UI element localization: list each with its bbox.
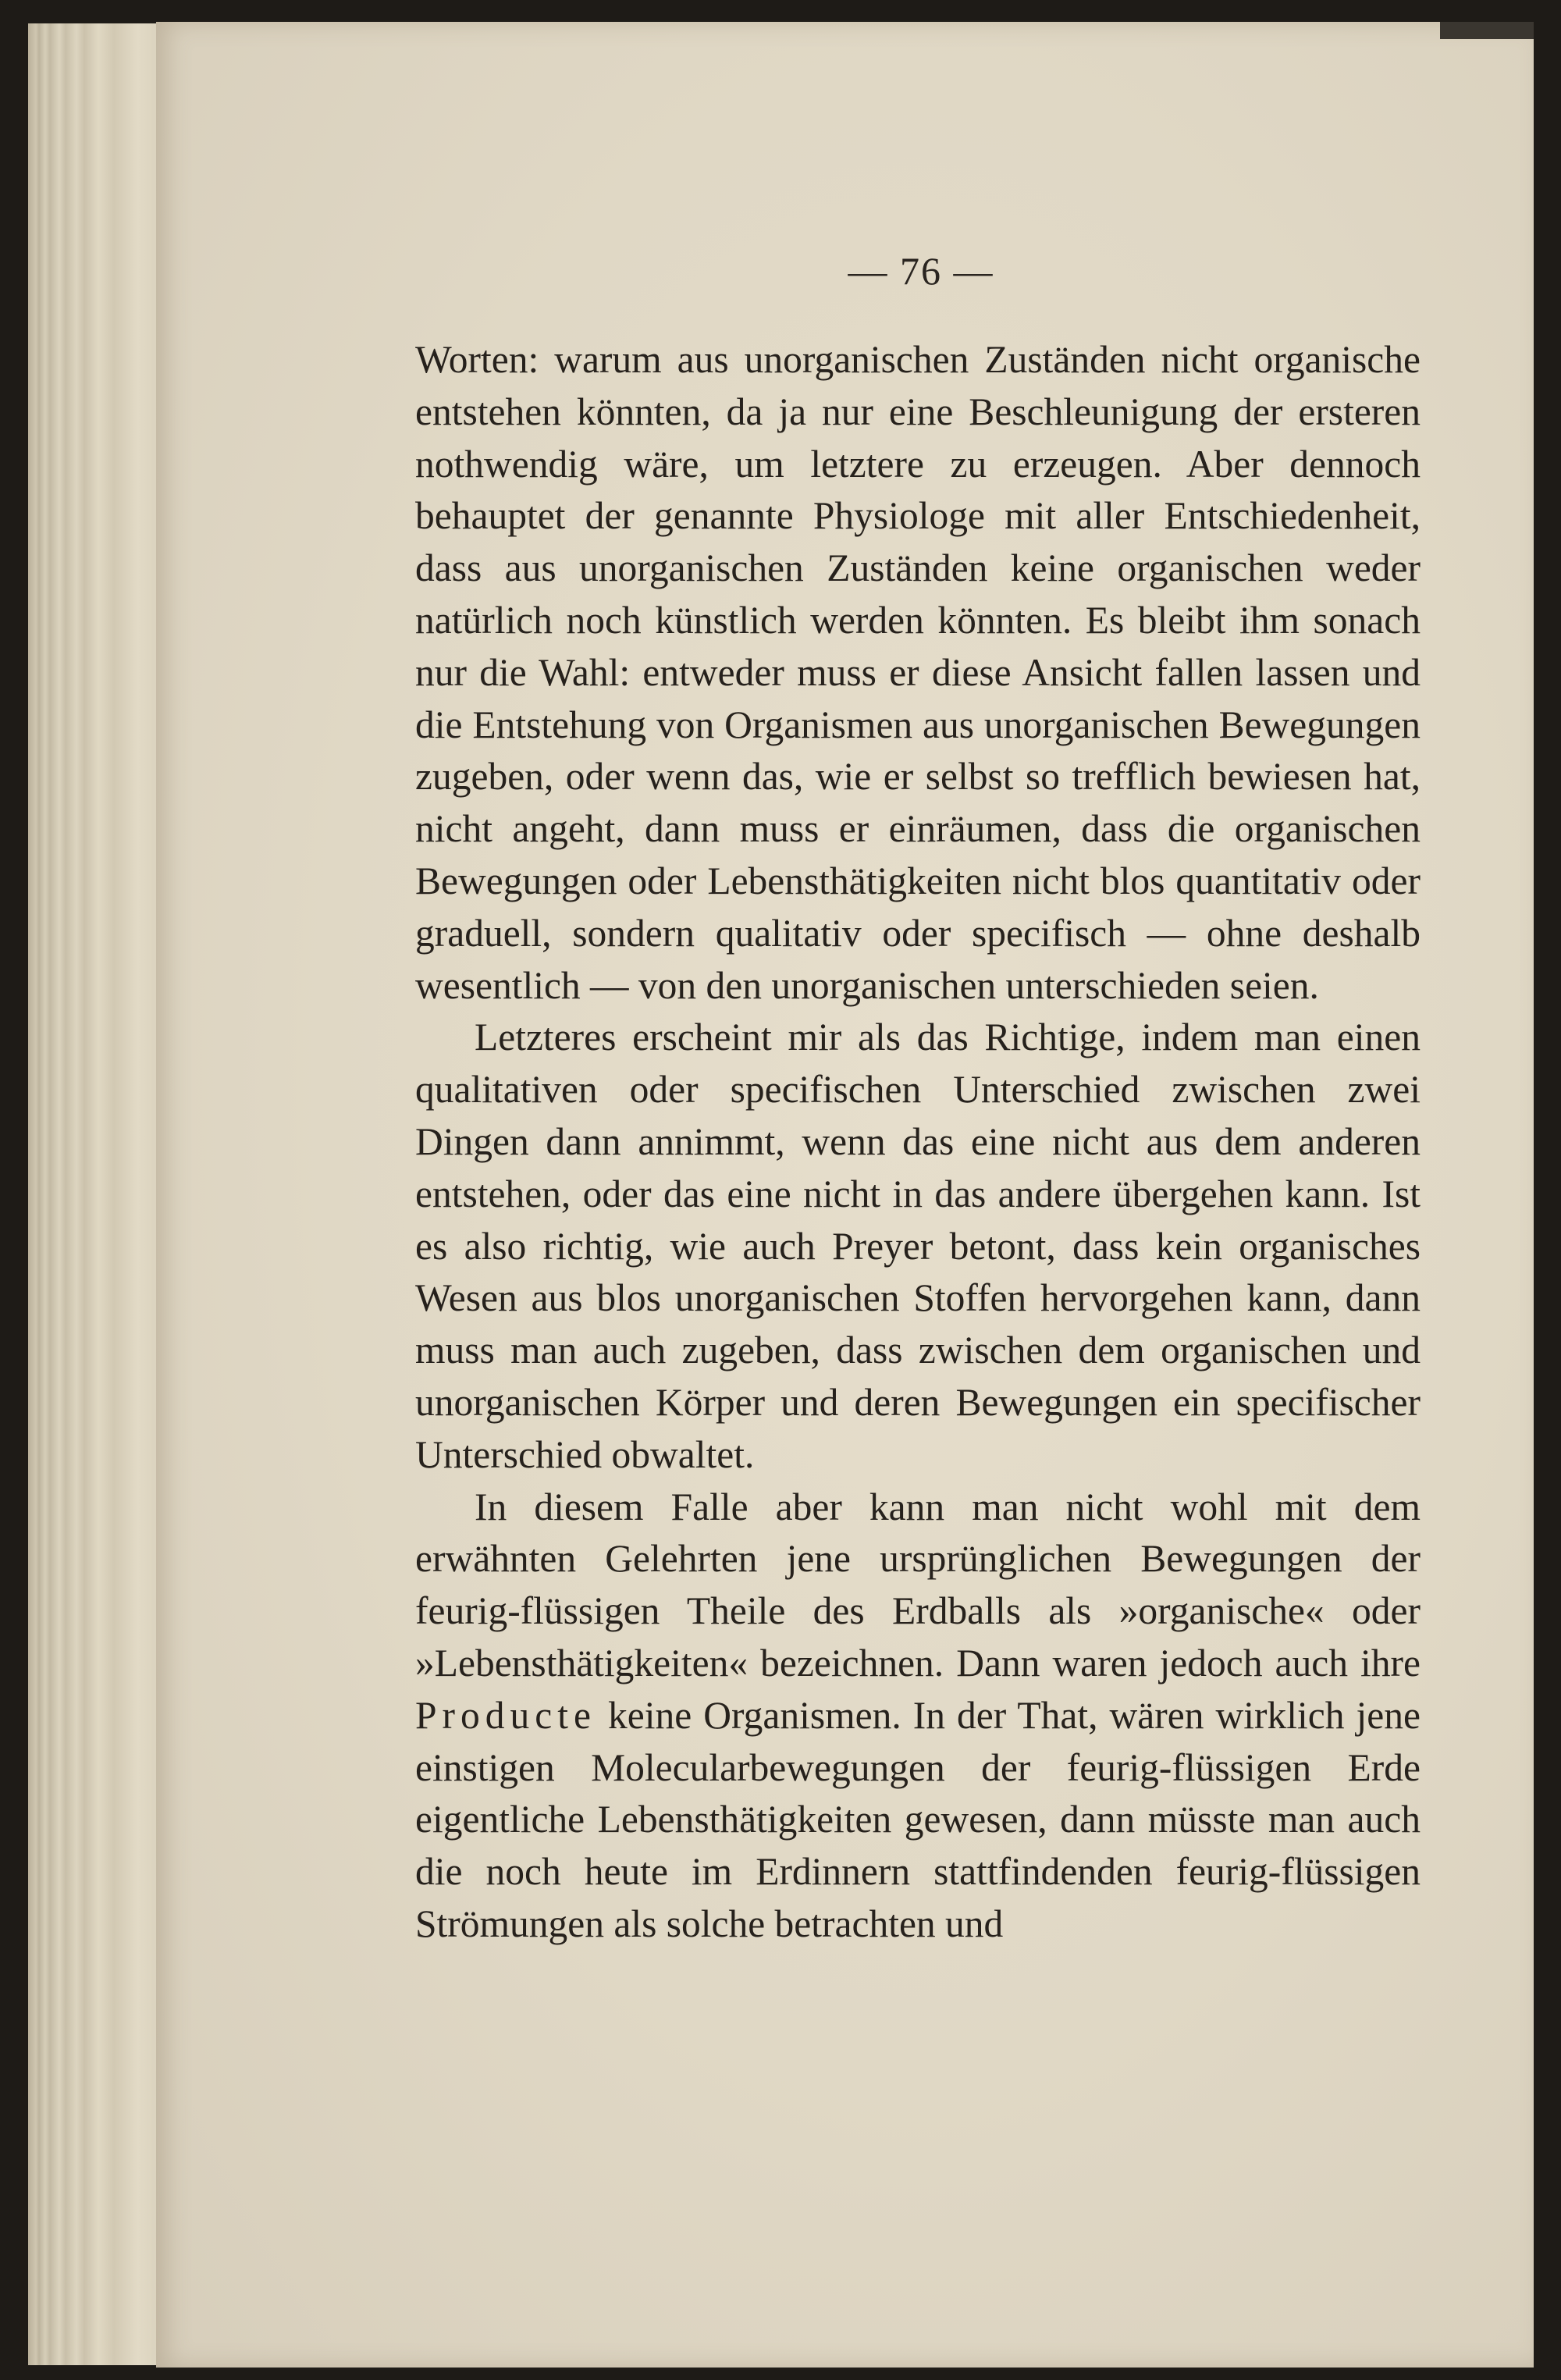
paragraph-1: Worten: warum aus unorganischen Zuständen nicht organische entstehen könnten, da ja nur eine Beschleunigung der ersteren nothwendig wäre, um letztere zu erzeugen. Aber dennoch behauptet der genannte Physiologe mit aller Entschiedenheit, dass aus unorganischen Zuständen keine organischen weder natürlich noch künstlich werden könnten. Es bleibt ihm sonach nur die Wahl: entweder muss er diese Ansicht fallen lassen und die Entstehung von Organismen aus unorganischen Bewegungen zugeben, oder wenn das, wie er selbst so trefflich bewiesen hat, nicht angeht, dann muss er einräumen, dass die organischen Bewegungen oder Lebensthätigkeiten nicht blos quantitativ oder graduell, sondern qualitativ oder specifisch — ohne deshalb wesentlich — von den unorganischen unterschieden seien. xyxy=(415,338,1421,1007)
page-edges xyxy=(28,23,169,2365)
body-text xyxy=(415,334,1421,1951)
emphasis-producte: Producte xyxy=(415,1693,596,1737)
paragraph-3 xyxy=(415,1482,1421,1951)
scan-corner-shadow xyxy=(1440,22,1534,39)
paragraph-2: Letzteres erscheint mir als das Richtige, indem man einen qualitativen oder specifischen Unterschied zwischen zwei Dingen dann annimmt, wenn das eine nicht aus dem anderen entstehen, oder das eine nicht in das andere übergehen kann. Ist es also richtig, wie auch Preyer betont, dass kein organisches Wesen aus blos unorganischen Stoffen hervorgehen kann, dann muss man auch zugeben, dass zwischen dem organischen und unorganischen Körper und deren Bewegungen ein specifischer Unterschied obwaltet. xyxy=(415,1016,1421,1476)
page-number: — 76 — xyxy=(848,249,994,293)
paragraph-3-before: In diesem Falle aber kann man nicht wohl mit dem erwähnten Gelehrten jene ursprünglichen Bewegungen der feurig-flüssigen Theile des Erdballs als »organische« oder »Lebensthätigkeiten« bezeichnen. Dann waren jedoch auch ihre xyxy=(415,1485,1421,1684)
paragraph-3-after: keine Organismen. In der That, wären wirklich jene einstigen Molecularbewegungen der feurig-flüssigen Erde eigentliche Lebensthätigkeiten gewesen, dann müsste man auch die noch heute im Erdinnern stattfindenden feurig-flüssigen Strömungen als solche betrachten und xyxy=(415,1693,1421,1945)
